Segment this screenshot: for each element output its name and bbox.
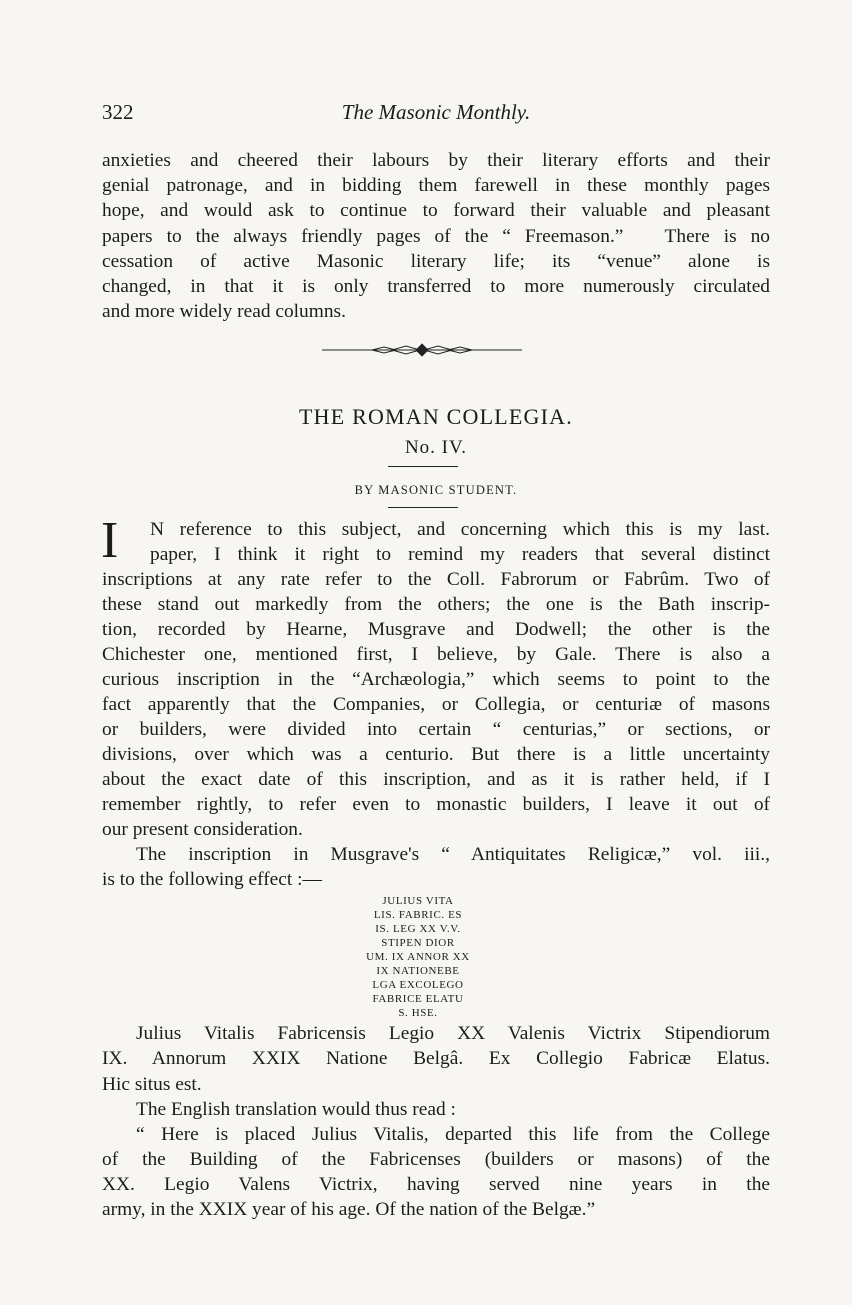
body-line: The inscription in Musgrave's “ Antiquitates Religicæ,” vol. iii., xyxy=(136,844,770,865)
title-rule xyxy=(388,466,458,467)
article-title: THE ROMAN COLLEGIA. xyxy=(299,404,573,429)
inscription-line: UM. IX ANNOR XX xyxy=(366,951,470,963)
body-line: divisions, over which was a centurio. But there is a little uncertainty xyxy=(102,744,770,765)
body-line: Chichester one, mentioned first, I believe, by Gale. There is also a xyxy=(102,644,770,665)
body-line: curious inscription in the “Archæologia,” which seems to point to the xyxy=(102,669,770,690)
intro-line: genial patronage, and in bidding them farewell in these monthly pages xyxy=(102,175,770,196)
intro-line xyxy=(102,226,770,248)
inscription-line: IS. LEG XX V.V. xyxy=(375,923,461,935)
translation-line: of the Building of the Fabricenses (builders or masons) of the xyxy=(102,1149,770,1170)
byline-rule xyxy=(388,507,458,508)
running-title: The Masonic Monthly. xyxy=(341,100,531,124)
translation-intro: The English translation would thus read : xyxy=(136,1099,456,1120)
body-line: fact apparently that the Companies, or Collegia, or centuriæ of masons xyxy=(102,694,770,715)
latin-line: IX. Annorum XXIX Natione Belgâ. Ex Collegio Fabricæ Elatus. xyxy=(102,1048,770,1069)
body-line: is to the following effect :— xyxy=(102,869,322,890)
inscription-line: IX NATIONEBE xyxy=(376,965,460,977)
article-byline: BY MASONIC STUDENT. xyxy=(354,483,518,497)
body-line: about the exact date of this inscription, and as it is rather held, if I xyxy=(102,769,770,790)
body-line: our present consideration. xyxy=(102,819,303,840)
body-line: remember rightly, to refer even to monastic builders, I leave it out of xyxy=(102,794,770,815)
page-number: 322 xyxy=(102,100,134,124)
intro-line-part: There is no xyxy=(664,226,770,247)
drop-cap: I xyxy=(101,512,119,569)
body-line: paper, I think it right to remind my readers that several distinct xyxy=(150,544,770,565)
inscription-line: STIPEN DIOR xyxy=(381,937,455,949)
body-line: or builders, were divided into certain “ centurias,” or sections, or xyxy=(102,719,770,740)
intro-line-part: papers to the always friendly pages of the “ Freemason.” xyxy=(102,226,624,247)
latin-line: Hic situs est. xyxy=(102,1074,202,1095)
inscription-line: LIS. FABRIC. ES xyxy=(373,909,463,921)
intro-line: changed, in that it is only transferred to more numerously circulated xyxy=(102,276,770,297)
intro-line: anxieties and cheered their labours by their literary efforts and their xyxy=(102,150,770,171)
running-header xyxy=(102,100,770,128)
latin-line: Julius Vitalis Fabricensis Legio XX Valenis Victrix Stipendiorum xyxy=(136,1023,770,1044)
translation-line: XX. Legio Valens Victrix, having served nine years in the xyxy=(102,1174,770,1195)
translation-line: army, in the XXIX year of his age. Of the nation of the Belgæ.” xyxy=(102,1199,596,1220)
inscription-line: JULIUS VITA xyxy=(382,895,454,907)
inscription-line: LGA EXCOLEGO xyxy=(372,979,464,991)
body-line: inscriptions at any rate refer to the Coll. Fabrorum or Fabrûm. Two of xyxy=(102,569,770,590)
intro-line: hope, and would ask to continue to forward their valuable and pleasant xyxy=(102,200,770,221)
inscription-line: FABRICE ELATU xyxy=(372,993,464,1005)
translation-line: “ Here is placed Julius Vitalis, departed this life from the College xyxy=(136,1124,770,1145)
intro-line: cessation of active Masonic literary life; its “venue” alone is xyxy=(102,251,770,272)
decorative-rule-ornament-icon xyxy=(322,343,522,357)
intro-line: and more widely read columns. xyxy=(102,301,346,322)
article-number: No. IV. xyxy=(404,437,468,458)
body-line: these stand out markedly from the others; the one is the Bath inscrip- xyxy=(102,594,770,615)
body-line: N reference to this subject, and concerning which this is my last. xyxy=(150,519,770,540)
body-line: tion, recorded by Hearne, Musgrave and Dodwell; the other is the xyxy=(102,619,770,640)
inscription-line: S. HSE. xyxy=(398,1007,438,1019)
